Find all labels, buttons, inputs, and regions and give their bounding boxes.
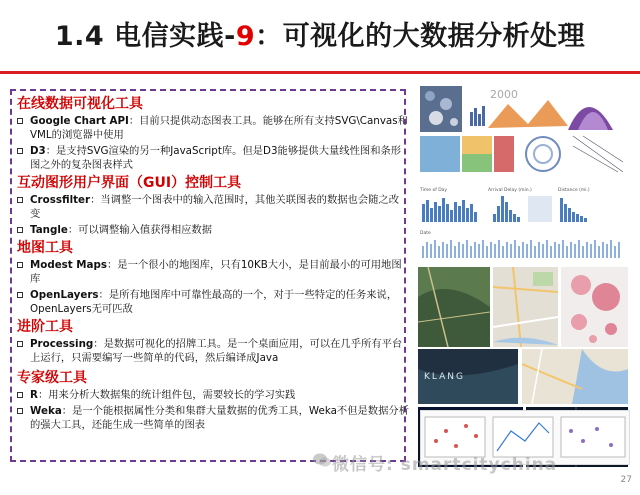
item-text: ：用来分析大数据集的统计组件包，需要较长的学习实践 — [37, 389, 296, 401]
d3-year-label: 2000 — [490, 88, 518, 101]
item-name: Crossfilter — [30, 194, 91, 206]
item-text: ：是一个很小的地图库，只有10KB大小，是目前最小的可用地图库 — [30, 259, 402, 285]
list-item — [17, 223, 409, 237]
bullet-icon — [17, 341, 23, 347]
item-name: OpenLayers — [30, 289, 99, 301]
watermark-text: 微信号: smartcitychina — [332, 455, 558, 475]
list-item — [17, 193, 409, 221]
title-prefix: 1.4 电信实践- — [54, 21, 236, 52]
crossfilter-label: Distance (mi.) — [558, 188, 590, 193]
list-item — [17, 337, 409, 365]
item-name: Tangle — [30, 224, 68, 236]
wechat-icon — [313, 452, 331, 468]
section-heading-expert-tools: 专家级工具 — [17, 370, 87, 386]
map-place-label: KLANG — [424, 372, 465, 382]
tools-list — [17, 95, 409, 434]
item-text: ：是数据可视化的招牌工具。是一个桌面应用，可以在几乎所有平台上运行，只需要编写一些简单的代码，然后编译成Java — [30, 338, 403, 364]
modest-maps-image — [418, 267, 490, 347]
item-text: ：是所有地图库中可靠性最高的一个，对于一些特定的任务来说，OpenLayers无可匹敌 — [30, 289, 398, 315]
bullet-icon — [17, 292, 23, 298]
title-underline — [0, 71, 640, 74]
bullet-icon — [17, 197, 23, 203]
satellite-map-image — [418, 349, 518, 404]
bullet-icon — [17, 148, 23, 154]
bubble-map-image — [561, 267, 628, 347]
openlayers-map-image — [493, 267, 558, 347]
list-item — [17, 114, 409, 142]
section-heading-online-tools: 在线数据可视化工具 — [17, 96, 143, 112]
item-name: D3 — [30, 145, 46, 157]
crossfilter-image — [418, 184, 628, 264]
page-title — [0, 14, 640, 53]
title-number: 9 — [235, 21, 256, 52]
item-text: ：当调整一个图表中的输入范围时，其他关联图表的数据也会随之改变 — [30, 194, 400, 220]
item-text: ：是一个能根据属性分类和集群大量数据的优秀工具，Weka不但是数据分析的强大工具，还能生成一些简单的图表 — [30, 405, 409, 431]
bullet-icon — [17, 392, 23, 398]
crossfilter-label: Time of Day — [420, 188, 448, 193]
list-item — [17, 144, 409, 172]
list-item — [17, 404, 409, 432]
d3-gallery-image — [418, 84, 628, 174]
item-name: Google Chart API — [30, 115, 129, 127]
title-suffix: ：可视化的大数据分析处理 — [255, 21, 586, 52]
street-map-image — [522, 349, 628, 404]
page-number: 27 — [620, 475, 632, 485]
list-item — [17, 258, 409, 286]
bullet-icon — [17, 408, 23, 414]
item-name: Weka — [30, 405, 62, 417]
list-item — [17, 388, 409, 402]
bullet-icon — [17, 118, 23, 124]
section-heading-advanced-tools: 进阶工具 — [17, 319, 73, 335]
item-text: ：可以调整输入值获得相应数据 — [67, 224, 213, 236]
section-heading-gui-tools: 互动图形用户界面（GUI）控制工具 — [17, 175, 242, 191]
bullet-icon — [17, 227, 23, 233]
item-name: Modest Maps — [30, 259, 108, 271]
item-name: R — [30, 389, 38, 401]
bullet-icon — [17, 262, 23, 268]
item-text: ：是支持SVG渲染的另一种JavaScript库。但是D3能够提供大量线性图和条形图之外的复杂图表样式 — [30, 145, 402, 171]
crossfilter-label: Arrival Delay (min.) — [488, 188, 532, 193]
item-name: Processing — [30, 338, 94, 350]
section-heading-map-tools: 地图工具 — [17, 240, 73, 256]
crossfilter-label: Date — [420, 231, 431, 236]
list-item — [17, 288, 409, 316]
item-text: ：目前只提供动态图表工具。能够在所有支持SVG\Canvas和VML的浏览器中使用 — [30, 115, 408, 141]
